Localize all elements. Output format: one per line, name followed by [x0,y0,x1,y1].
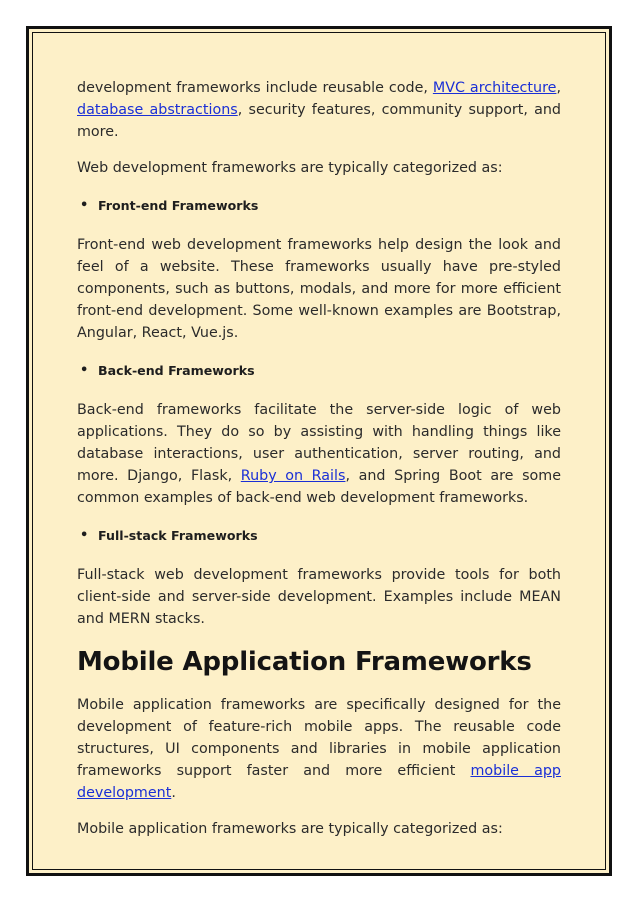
bullet-item-fullstack [77,527,561,545]
paragraph-fullstack: Full-stack web development frameworks provide tools for both client-side and server-side development. Examples include MEAN and MERN stacks. [77,567,561,627]
paragraph-mobile-categories: Mobile application frameworks are typically categorized as: [77,821,503,837]
paragraph-backend [77,399,561,509]
bullet-dot-icon: • [80,198,89,213]
link-ruby-on-rails[interactable]: Ruby on Rails [240,468,346,484]
bullet-item-frontend [77,197,561,215]
link-mobile-app-development[interactable]: mobile app development [77,763,561,801]
bullet-label: Back-end Frameworks [98,363,255,378]
paragraph-text: , security features, community support, and more. [77,102,561,140]
bullet-label: Full-stack Frameworks [98,528,258,543]
paragraph-frontend: Front-end web development frameworks help design the look and feel of a website. These frameworks usually have pre-styled components, such as buttons, modals, and more for more efficient front-end development. Some well-known examples are Bootstrap, Angular, React, Vue.js. [77,237,561,341]
paragraph-text: development frameworks include reusable code, [77,80,433,96]
link-database-abstractions[interactable]: database abstractions [77,102,238,118]
paragraph-text: , [556,80,561,96]
bullet-dot-icon: • [80,528,89,543]
paragraph-text: , and Spring Boot are some common examples of back-end web development frameworks. [77,468,561,506]
heading-mobile-application-frameworks: Mobile Application Frameworks [77,647,532,677]
bullet-item-backend [77,362,561,380]
bullet-dot-icon: • [80,363,89,378]
document-body [77,77,561,854]
paragraph-text: Mobile application frameworks are specifically designed for the development of feature-rich mobile apps. The reusable code structures, UI components and libraries in mobile application frameworks support faster and more efficient [77,697,561,779]
paragraph-frameworks-features [77,77,561,143]
paragraph-web-categories: Web development frameworks are typically categorized as: [77,160,503,176]
link-mvc-architecture[interactable]: MVC architecture [432,80,557,96]
paragraph-text: . [171,785,176,801]
paragraph-mobile [77,694,561,804]
bullet-label: Front-end Frameworks [98,198,259,213]
paragraph-text: Back-end frameworks facilitate the server-side logic of web applications. They do so by assisting with handling things like database interactions, user authentication, server routing, and more. Django, Flask, [77,402,561,484]
